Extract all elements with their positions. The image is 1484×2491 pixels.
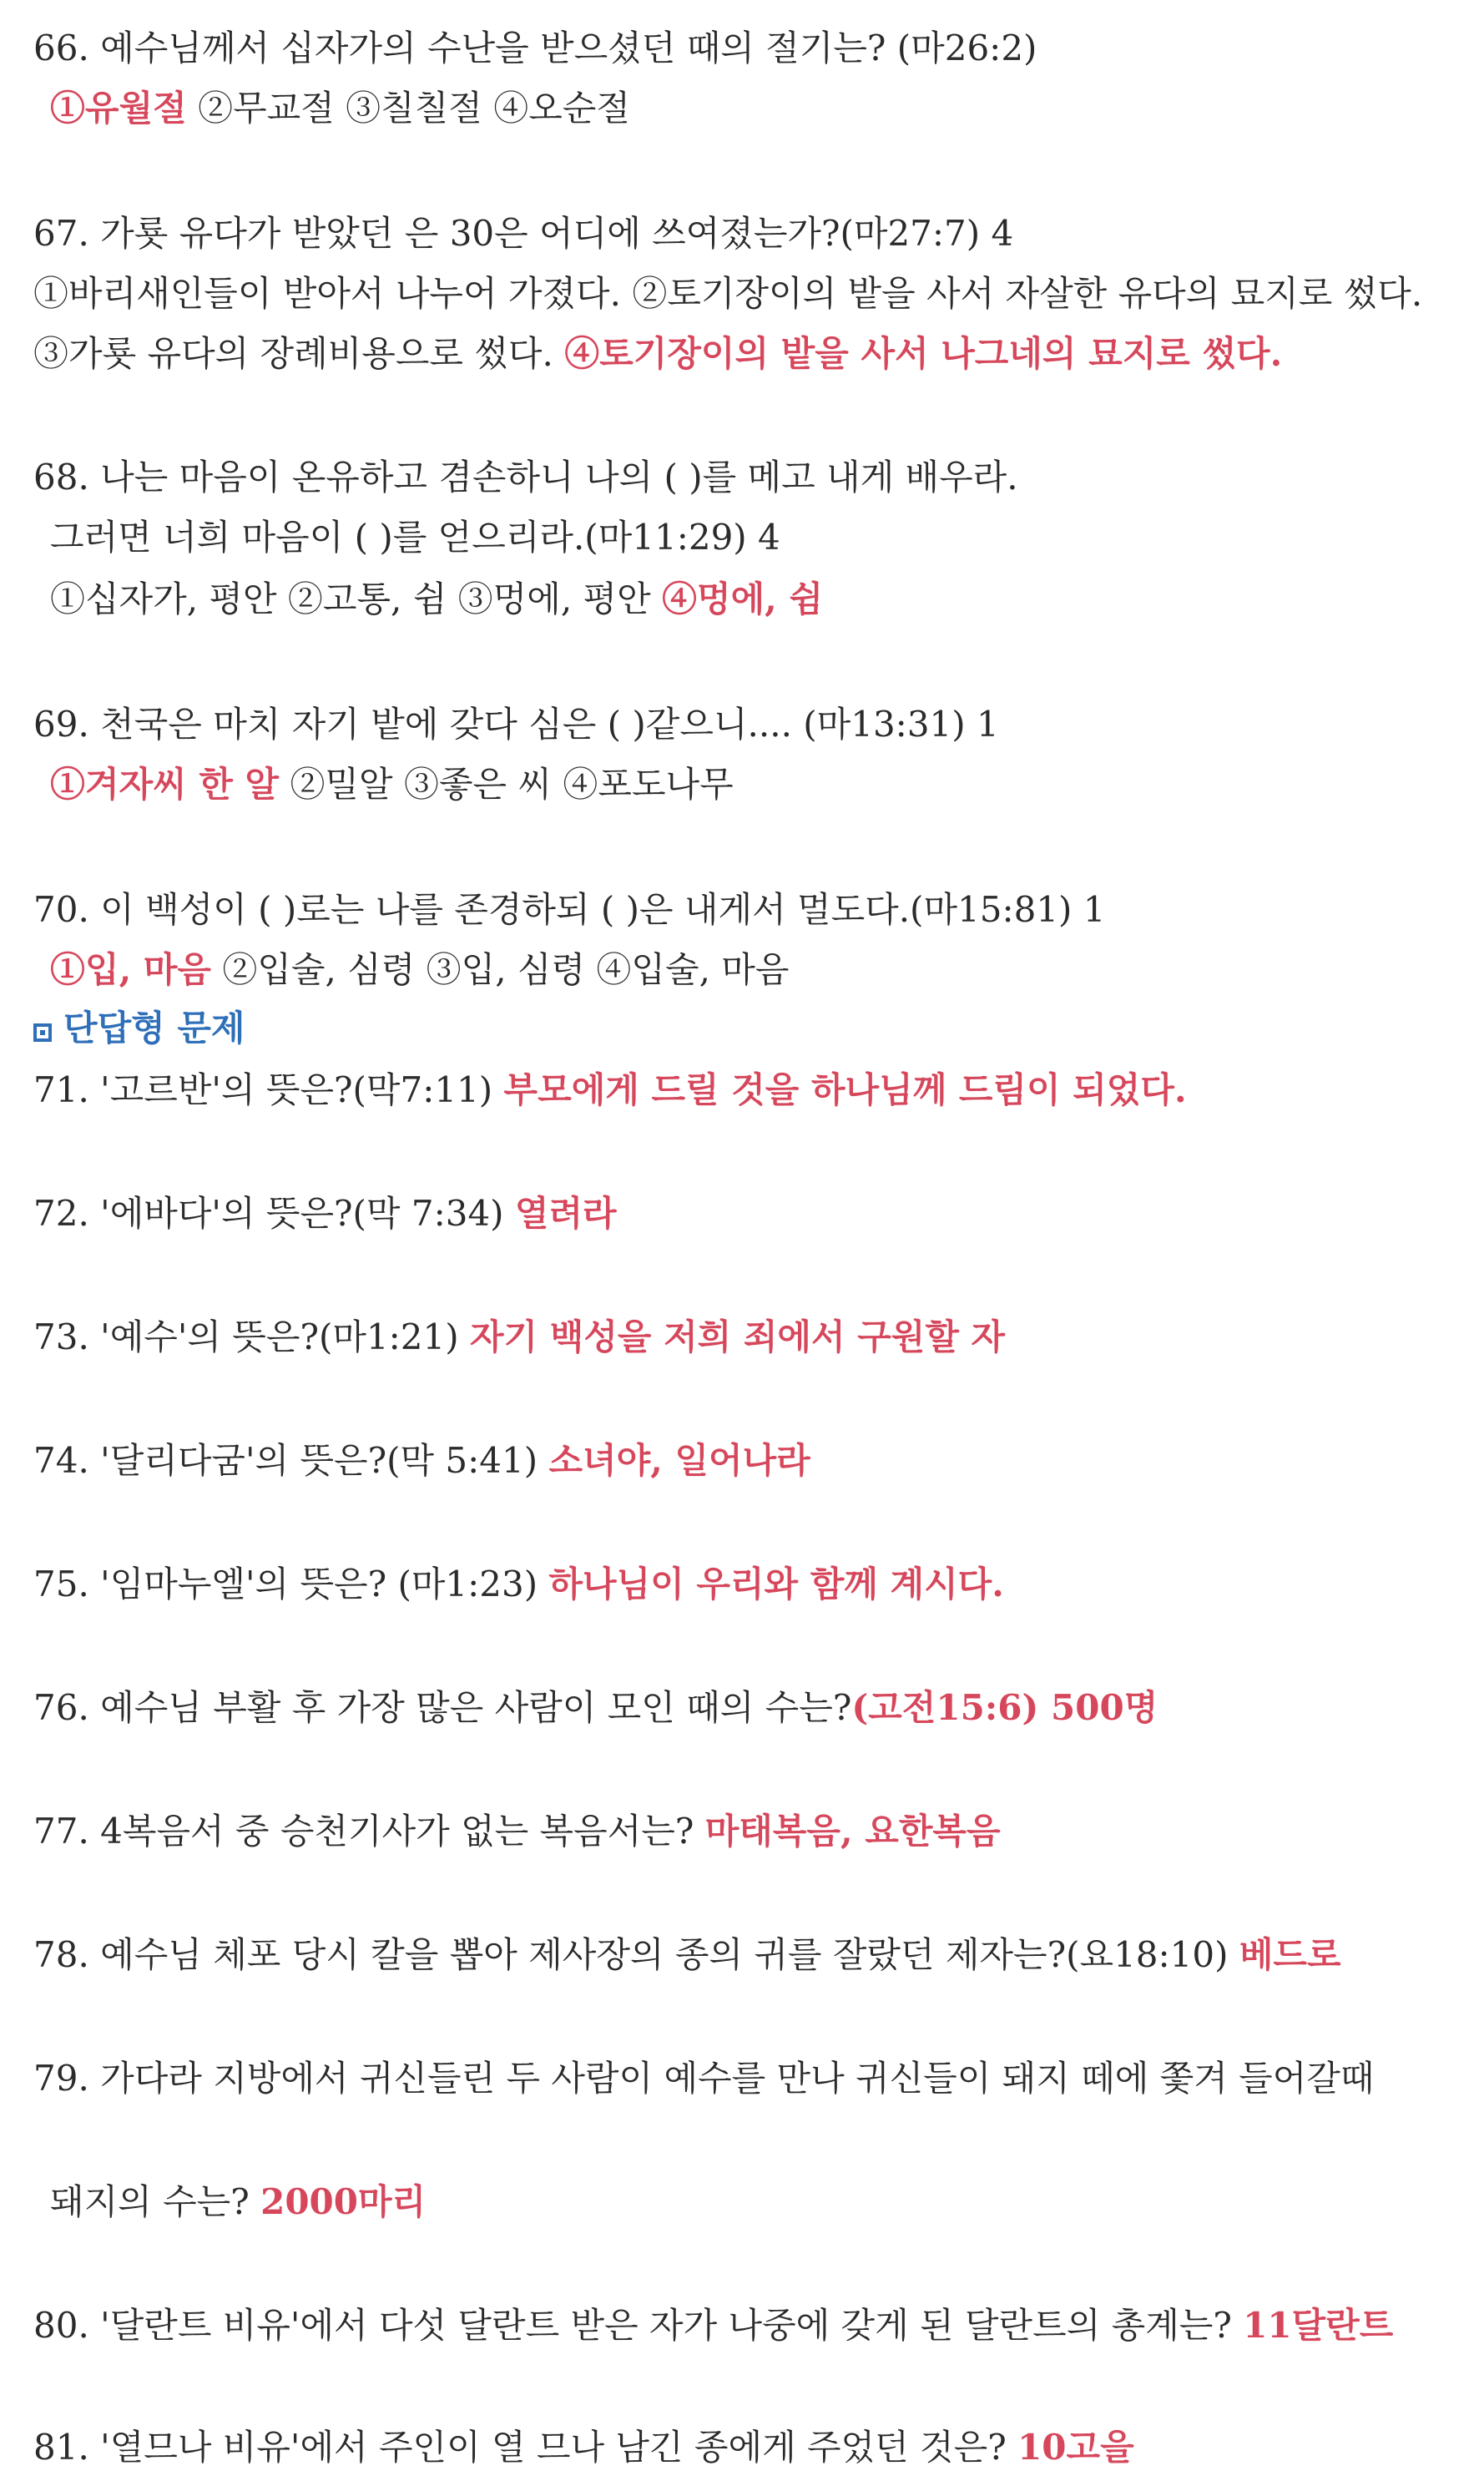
section-header (33, 1003, 245, 1053)
question-73 (33, 1312, 1005, 1362)
answer: 11달란트 (1243, 2305, 1394, 2346)
question-text: 79. 가다라 지방에서 귀신들린 두 사람이 예수를 만나 귀신들이 돼지 떼에 쫓겨 들어갈때 (33, 2058, 1375, 2099)
question-text: 78. 예수님 체포 당시 칼을 뽑아 제사장의 종의 귀를 잘랐던 제자는?(요18:10) (33, 1934, 1239, 1975)
answer: 마태복음, 요한복음 (704, 1811, 1001, 1852)
question-text: 72. '에바다'의 뜻은?(막 7:34) (33, 1193, 515, 1234)
question-68 (33, 452, 1018, 503)
question-76 (33, 1683, 1158, 1733)
question-79-line-2 (50, 2177, 426, 2227)
question-69-choices (50, 760, 734, 810)
question-text-continued: 그러면 너희 마음이 ( )를 얻으리라.(마11:29) 4 (50, 517, 780, 558)
question-77 (33, 1806, 1001, 1857)
question-81 (33, 2423, 1134, 2473)
answer: 10고을 (1017, 2427, 1134, 2468)
question-74 (33, 1436, 810, 1486)
question-text: 70. 이 백성이 ( )로는 나를 존경하되 ( )은 내게서 멀도다.(마15:81) 1 (33, 889, 1106, 930)
question-text: 69. 천국은 마치 자기 밭에 갖다 심은 ( )같으니.... (마13:31) 1 (33, 704, 999, 745)
question-68-choices (50, 574, 823, 624)
answer: 소녀야, 일어나라 (548, 1440, 810, 1481)
question-78 (33, 1930, 1341, 1980)
answer-choice: ④멍에, 쉼 (662, 579, 823, 619)
answer: 부모에게 드릴 것을 하나님께 드림이 되었다. (503, 1069, 1187, 1110)
question-72 (33, 1189, 617, 1239)
question-79 (33, 2054, 1374, 2104)
question-text: 68. 나는 마음이 온유하고 겸손하니 나의 ( )를 메고 내게 배우라. (33, 457, 1018, 498)
question-text: 73. '예수'의 뜻은?(마1:21) (33, 1316, 470, 1357)
question-80 (33, 2301, 1393, 2351)
question-text: 75. '임마누엘'의 뜻은? (마1:23) (33, 1564, 549, 1604)
question-text: 74. '달리다굼'의 뜻은?(막 5:41) (33, 1440, 549, 1481)
choices-text: ①바리새인들이 받아서 나누어 가졌다. ②토기장이의 밭을 사서 자살한 유다의 묘지로 썼다. (33, 273, 1423, 314)
answer: 열려라 (514, 1193, 617, 1234)
question-text: 80. '달란트 비유'에서 다섯 달란트 받은 자가 나중에 갖게 된 달란트의 총계는? (33, 2305, 1244, 2346)
question-67-choices-line-1 (33, 269, 1422, 319)
other-choices: ②밀알 ③좋은 씨 ④포도나무 (279, 764, 734, 805)
question-67-choices-line-2 (33, 329, 1282, 379)
section-title: 단답형 문제 (63, 1008, 245, 1048)
question-70 (33, 885, 1106, 935)
answer-choice: ①입, 마음 (50, 949, 211, 990)
question-text: 76. 예수님 부활 후 가장 많은 사람이 모인 때의 수는? (33, 1687, 852, 1728)
question-66 (33, 23, 1037, 73)
question-text: 66. 예수님께서 십자가의 수난을 받으셨던 때의 절기는? (마26:2) (33, 28, 1037, 68)
answer: 베드로 (1239, 1934, 1341, 1975)
question-text-continued: 돼지의 수는? (50, 2181, 261, 2222)
question-67 (33, 209, 1013, 259)
question-71 (33, 1065, 1187, 1115)
answer: 자기 백성을 저희 죄에서 구원할 자 (469, 1316, 1006, 1357)
question-text: 67. 가룟 유다가 받았던 은 30은 어디에 쓰여졌는가?(마27:7) 4 (33, 213, 1014, 254)
question-text: 77. 4복음서 중 승천기사가 없는 복음서는? (33, 1811, 705, 1852)
answer: 2000마리 (260, 2181, 427, 2222)
answer: (고전15:6) 500명 (851, 1687, 1158, 1728)
question-66-choices (50, 83, 630, 134)
answer: 하나님이 우리와 함께 계시다. (548, 1564, 1004, 1604)
question-70-choices (50, 945, 789, 995)
answer-choice: ①겨자씨 한 알 (50, 764, 280, 805)
question-text: 71. '고르반'의 뜻은?(막7:11) (33, 1069, 504, 1110)
question-68-line-2 (50, 513, 780, 563)
choices-text: ③가룟 유다의 장례비용으로 썼다. (33, 333, 565, 374)
other-choices: ②입술, 심령 ③입, 심령 ④입술, 마음 (210, 949, 790, 990)
answer-choice: ①유월절 (50, 88, 187, 129)
question-75 (33, 1559, 1004, 1609)
choices-text: ①십자가, 평안 ②고통, 쉼 ③멍에, 평안 (50, 579, 663, 619)
other-choices: ②무교절 ③칠칠절 ④오순절 (186, 88, 630, 129)
square-bullet-icon (33, 1023, 52, 1042)
question-69 (33, 700, 999, 750)
question-text: 81. '열므나 비유'에서 주인이 열 므나 남긴 종에게 주었던 것은? (33, 2427, 1018, 2468)
answer-choice: ④토기장이의 밭을 사서 나그네의 묘지로 썼다. (564, 333, 1283, 374)
